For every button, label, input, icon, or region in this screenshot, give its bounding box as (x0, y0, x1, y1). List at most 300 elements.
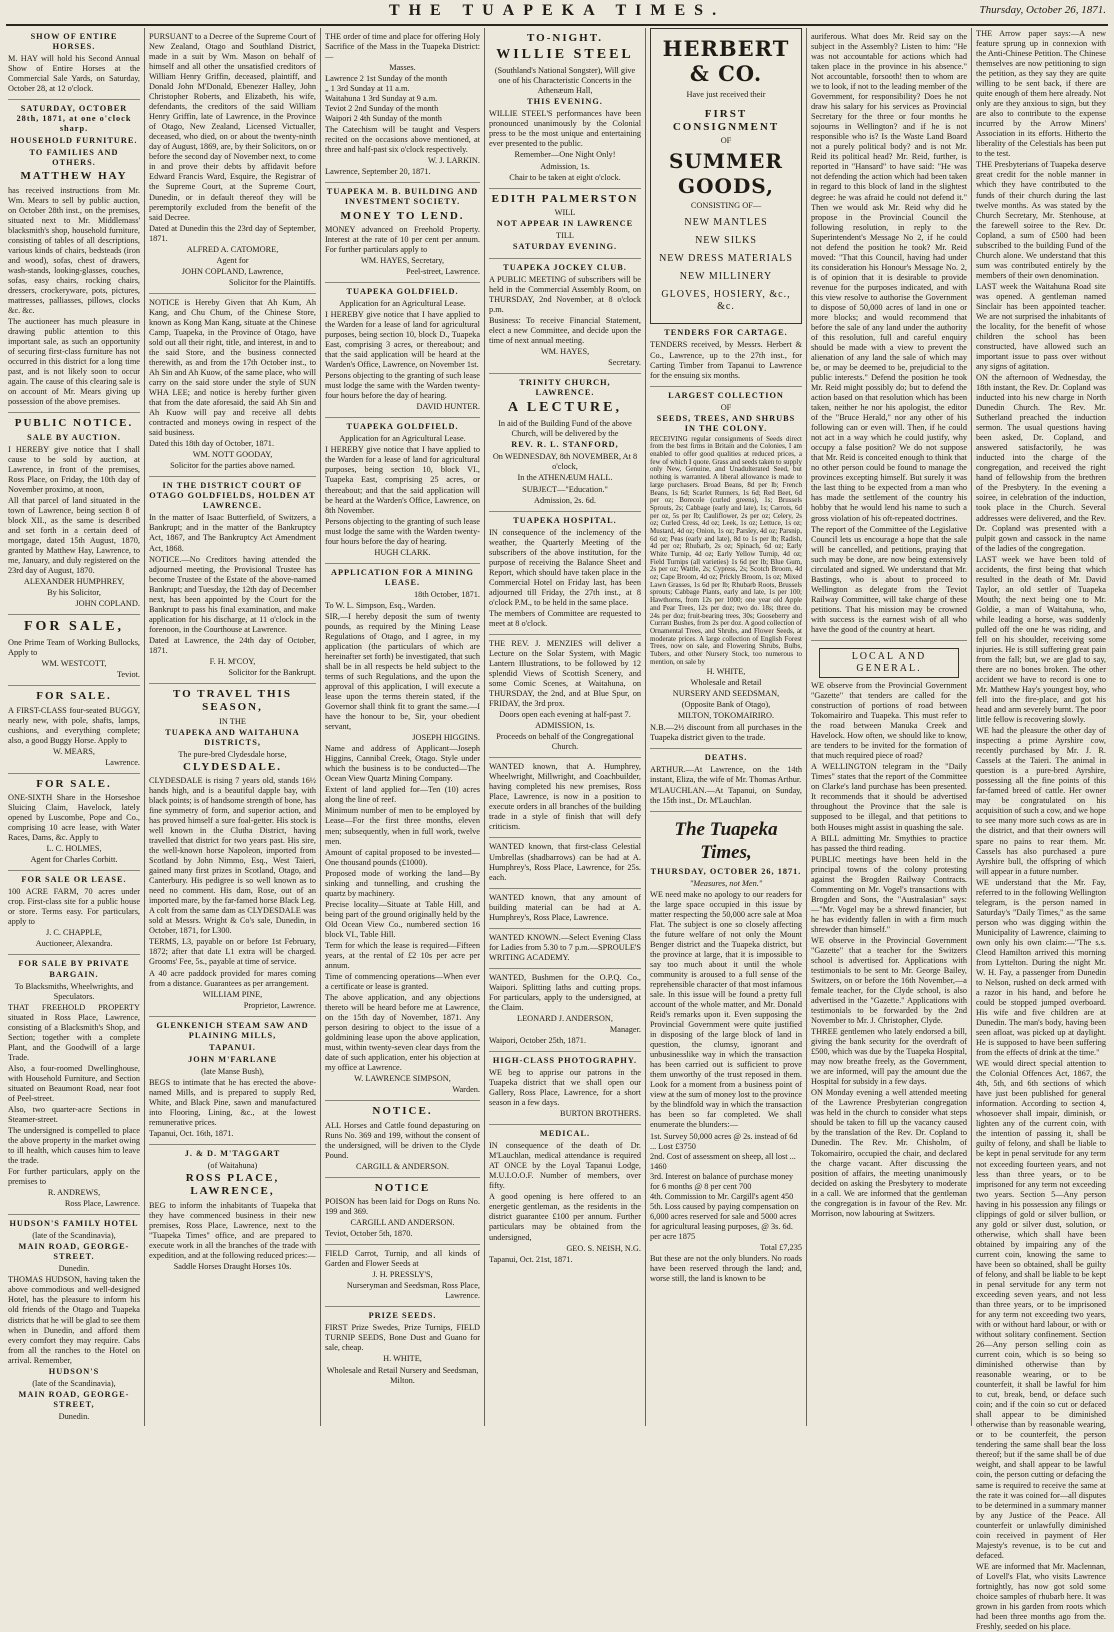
news-item: THE Presbyterians of Tuapeka deserve great credit for the noble manner in which they have contributed to the funds of their church during the last twelve months. As was stated by the Church Secretary, Mr. Stenhouse, at the farewell soiree to the Rev. Dr. Copland, a sum of £500 had been subscribed to the building Fund of the Church alone. We understand that this sum was contributed entirely by the members of their own denomination. (976, 160, 1106, 280)
ad-signature: DAVID HUNTER. (416, 402, 480, 412)
ad-heading: FOR SALE. (36, 690, 112, 703)
ad-subheading: CONSISTING OF— (690, 200, 762, 210)
ad-signature: J. H. PRESSLY'S, (372, 1270, 433, 1280)
ad-body: Admission, 1s. (540, 161, 590, 171)
ad-subheading: FIRST CONSIGNMENT (672, 107, 780, 134)
news-item: A WELLINGTON telegram in the "Daily Times" states that the report of the Committee on Clarke's land purchase has been presented. It recommends that it should be advertised throughout the Province that the sale is supposed to be illegal, and that petitions to both Houses might assist in quashing the sale. (811, 762, 967, 832)
editorial-body: The report of the Committee of the Legislative Council lets us encourage a hope that the sale will be cancelled, and petitions, praying that such may be done, are now being extensively circulated and signed. We understand that Mr. Bastings, who is about to proceed to Wellington as delegate from the Teviot Railway Committee, will take charge of these petitions. That his mission may be crowned with success is the earnest wish of all who have the good of the country at heart. (811, 524, 967, 634)
ad-body: On WEDNESDAY, 8th NOVEMBER, At 8 o'clock, (492, 452, 638, 472)
ad-subheading: HOUSEHOLD FURNITURE. (10, 136, 138, 146)
ad-subheading: Masses. (389, 63, 416, 73)
ad-heading: NOTICE (374, 1181, 431, 1194)
notice-medical (489, 1125, 641, 1269)
notice-tenders-cartage (650, 324, 802, 386)
news-item: ON the afternoon of Wednesday, the 18th instant, the Rev. Dr. Copland was inducted into his new charge in North Dunedin Church. The Rev. Mr. Sutherland preached the induction sermon. The usual questions having been asked, Dr. Copland, and answered satisfactorily, he was inducted into the charge of the congregation, and received the right hand of fellowship from the brethren of the Presbytery. In the evening a soiree, in celebration of the induction, took place in the Church. Several addresses were delivered, and the Rev. Dr. Copland was presented with a pulpit gown and cassock in the name of the ladies of the congregation. (976, 373, 1106, 553)
blunder-row: 4th. Commission to Mr. Cargill's agent 450 (650, 1191, 794, 1201)
ad-subheading: Application for an Agricultural Lease. (339, 298, 466, 308)
ad-heading: PRIZE SEEDS. (368, 1311, 437, 1321)
ad-body: For further particulars, apply on the premises to (8, 1167, 140, 1187)
column-6 (807, 28, 972, 1426)
ad-subheading: The pure-bred Clydesdale horse, (178, 749, 287, 759)
ad-signature: W. MEARS, (53, 746, 95, 756)
blunder-row: 2nd. Cost of assessment on sheep, all lost ... 1460 (650, 1151, 796, 1171)
notice-chinese-store (149, 294, 316, 478)
notice-hospital (489, 512, 641, 635)
goods-item: NEW MANTLES (684, 216, 768, 228)
ad-body: THE REV. J. MENZIES will deliver a Lecture on the Solar System, with Magic Lantern Illustrations, to be followed by 12 splendid Views of Scottish Scenery, and some Comic Scenes, at Waitahuna, on THURSDAY, the 2nd, and at Blue Spur, on FRIDAY, the 3rd prox. (489, 638, 641, 709)
ad-body: Term for which the lease is required—Fifteen years, at the rental of £2 10s per acre per annum. (325, 940, 480, 970)
ad-signature: W. J. LARKIN. (427, 156, 480, 166)
editorial-continued (811, 28, 967, 641)
goods-item: NEW DRESS MATERIALS (659, 253, 793, 265)
ad-body: WANTED KNOWN.—Select Evening Class for Ladies from 5.30 to 7 p.m.—SPROULE'S WRITING ACADEMY. (489, 932, 641, 962)
notice-lease-clark (325, 418, 480, 563)
ad-subheading: IN THE (219, 716, 246, 726)
ad-show-of-entire-horses (8, 28, 140, 100)
ad-signature: Dunedin. (58, 1411, 90, 1421)
ad-signature: WM. WESTCOTT, (41, 659, 107, 669)
mass-row: „ 1 3rd Sunday at 11 a.m. (325, 84, 410, 94)
ad-heading: HUDSON'S FAMILY HOTEL (9, 1219, 139, 1229)
ad-body: A PUBLIC MEETING of subscribers will be held in the Commercial Assembly Room, on THURSDAY, 2nd November, at 8 o'clock p.m. (489, 275, 641, 315)
ad-signature: Secretary. (608, 358, 641, 368)
news-item: LAST week we have been told of accidents, the first being that which resulted in the death of Mr. David Taylor, an old settler of Tuapeka Mouth; the next being one to Mr. Goldie, a man of Waitahuna, who, while leading a horse, was suddenly pulled off the one he was riding, and fell on his shoulder, receiving some injuries. He is still suffering great pain from the fall; but, we are glad to say, there are no bones broken. The other accident we have to record is one to Mr. Matthew Hay's youngest boy, who fell into the fire-place, and got his head and arm severely burnt. The poor little fellow is recovering slowly. (976, 554, 1106, 725)
ad-body: NOTICE.—No Creditors having attended the adjourned meeting, the Provisional Trustee has become Trustee of the Estate of the above-named Bankrupt; and Tuesday, the 12th day of December next, has been appointed by the Court for the Bankrupt to pass his final examination, and make application for his discharge, at 11 o'clock in the forenoon, in the Courthouse at Lawrence. (149, 554, 316, 634)
ad-heading: FOR SALE. (36, 777, 112, 790)
ad-signature: Agent for (216, 255, 249, 265)
ad-signature: JOSEPH HIGGINS. (412, 733, 480, 743)
ad-subheading: TAPANUI. (209, 1042, 256, 1052)
goods-item: NEW MILLINERY (679, 271, 773, 283)
ad-body: Chair to be taken at eight o'clock. (509, 172, 621, 182)
ad-body: In the matter of Isaac Butterfield, of Switzers, a Bankrupt; and in the matter of the Bankruptcy Act, 1867, and The Bankruptcy Act Amendment Act, 1868. (149, 513, 316, 553)
ad-signature: MAIN ROAD, GEORGE-STREET, (18, 1389, 130, 1409)
ad-signature: Solicitor for the Plaintiffs. (229, 277, 316, 287)
ad-signature: Wholesale and Retail Nursery and Seedsman, Milton. (326, 1365, 479, 1385)
ad-subheading: SATURDAY EVENING. (512, 241, 618, 251)
ad-hudsons-hotel (8, 1215, 140, 1427)
ad-signature: Manager. (609, 1024, 641, 1034)
ad-farm-for-sale (8, 871, 140, 955)
ad-body: I HEREBY give notice that I have applied to the Warden for a lease of land for agricultural purposes, being section 10, block VI., Tuapeka East, comprising 25 acres, or thereabout; and that the said application will be heard at the Warden's Office, Lawrence, on 8th November. (325, 445, 480, 515)
ad-signature: Agent for Charles Corbitt. (30, 855, 118, 865)
ad-heading: TENDERS FOR CARTAGE. (664, 328, 788, 338)
ad-body: Waipori, October 25th, 1871. (489, 1035, 587, 1045)
ad-signature: H. WHITE, (383, 1354, 422, 1364)
ad-body: THOMAS HUDSON, having taken the above commodious and well-designed Hotel, has the pleasure to inform his old friends of the Otago and Tuapeka districts that he will be glad to see them when in Dunedin, and afford them every comfort they may require. Cabs from all the ranches to the Hotel on arrival. Remember, (8, 1275, 140, 1365)
ad-body: SIR,—I hereby deposit the sum of twenty pounds, as required by the Mining Lease Regulations of Otago, and I agree, in my application (the particulars of which are hereinafter set forth) be investigated, that such shall be in all respects be held subject to the terms of such Regulations, and the upon the approval of this application, I will execute a lease upon the terms therein stated, if the Governor shall think fit to grant the same.—I have the honour to be, Sir, your obedient servant, (325, 611, 480, 732)
ad-signature: GEO. S. NEISH, N.G. (566, 1243, 641, 1253)
ad-heading: LARGEST COLLECTION (668, 390, 784, 400)
ad-subheading: TILL (556, 230, 574, 240)
ad-signature: By his Solicitor, (47, 588, 101, 598)
editorial (650, 812, 802, 1289)
ad-body: Business: To receive Financial Statement, elect a new Committee, and decide upon the time of next annual meeting. (489, 316, 641, 346)
ad-body: Persons objecting to the granting of such lease must lodge the same with the Warden twenty-four hours before the day of hearing. (325, 371, 480, 401)
ad-menzies-lecture (489, 635, 641, 758)
ad-body: BEG to inform the inhabitants of Tuapeka that they have commenced business in their new premises, Ross Place, Lawrence, next to the "Tuapeka Times" office, and are prepared to execute work in all the branches of the trade with expedition, and at the following reduced prices:— (149, 1200, 316, 1260)
ad-heading: PUBLIC NOTICE. (14, 417, 134, 430)
news-item: PUBLIC meetings have been held in the principal towns of the colony protesting against the Brogden Railway Contracts. Commenting on Mr. Vogel's transactions with Brogden and Sons, the "Australasian" says:—"Mr. Vogel may be a shrewd financier, but he has evidently fallen in with a firm much shrewder than himself." (811, 854, 967, 934)
news-item: WE understand that the Mr. Fay, referred to in the following Wellington telegram, is the person named in Saturday's "Daily Times," as the same person who was digging within the Municipality of Lawrence, claiming to own only his own claim:—"The s.s. Cleod Hamilton arrived this morning from Lyttelton. During the night Mr. W. H. Fay, a passenger from Dunedin to Nelson, rushed on deck armed with a razor in his hand, and before he could be stopped jumped overboard. His wife and five children are at Dunedin. The man's body, having been seen afloat, was picked up at daylight. He is supposed to have been suffering from the effects of drink at the time." (976, 877, 1106, 1058)
ad-signature: WM. HAYES, (540, 347, 590, 357)
column-4 (485, 28, 646, 1426)
ad-heading: FOR SALE OR LEASE. (21, 875, 127, 885)
ad-body: Have just received their (686, 89, 766, 99)
ad-body: One Prime Team of Working Bullocks, Apply to (8, 638, 140, 658)
news-item: WE observe in the Provincial Government "Gazette" that a teacher for the Switzers school is advertised for. Applications with testimonials to be sent to Mr. George Bailey, Switzers, on or before the 16th November,—a female teacher, for the Clyde school, is also advertised in the "Gazette." Applications with testimonials to be forwarded by the 2nd November to Mr. J. Christopher, Clyde. (811, 935, 967, 1026)
ad-body: N.B.—2½ discount from all purchases in the Tuapeka district given to the trade. (650, 722, 802, 742)
ad-bullocks-for-sale (8, 615, 140, 686)
ad-subheading: ROSS PLACE, LAWRENCE, (185, 1172, 280, 1198)
ad-body: Extent of land applied for—Ten (10) acres along the line of reef. (325, 785, 480, 805)
ad-body: PURSUANT to a Decree of the Supreme Court of New Zealand, Otago and Southland District, made in a suit by Wm. Mason on behalf of himself and all other the unsatisfied creditors of William Henry Griffin, deceased, plaintiff, and Donald John M'Donald, Ebenezer Halley, John Christopher Roberts, and Elizabeth, his wife, defendants, the creditors of the said William Henry Griffin, late of Lawrence, in the Province of Otago, New Zealand, Licensed Victualler, deceased, who died, on or about the twenty-ninth day of August, 1869, are, by their Solicitors, on or before the second day of November next, to come in and prove their debts by affidavit before Edward Francis Ward, Esquire, the Registrar of the Supreme Court, at the Supreme Court, Dunedin, or in default thereof they will be peremptorily excluded from the benefit of the said Decree. (149, 32, 316, 222)
ad-garden-seeds (325, 1245, 480, 1307)
ad-subheading: Dunedin. (58, 1264, 90, 1274)
ad-signature: NURSERY AND SEEDSMAN, (672, 689, 780, 699)
ad-body: CLYDESDALE is rising 7 years old, stands 16½ hands high, and is a beautiful dapple bay, with black points; is of handsome strength of bone, has fine symmetry of form, and superior action, and has proved himself a sure foal-getter. His stock is well known in the Clutha District, having travelled that district for two years past. His sire, the well-known horse Napoleon, imported from Scotland by John Nimmo, Esq., West Taieri, gained many first prizes in Scotland, Otago, and Canterbury. His pedigree is so well known as to need no comment. His dam, Rose, out of an imported mare, by the far-famed horse Black Leg. A colt from the same dam as CLYDESDALE was sold at Messrs. Wright & Co's sale, Dunedin, in October, 1871, for L300. (149, 775, 316, 936)
ad-subheading: TO FAMILIES AND OTHERS. (29, 148, 119, 168)
ad-heading: IN THE DISTRICT COURT OF OTAGO GOLDFIELDS, HOLDEN AT LAWRENCE. (149, 481, 316, 511)
ad-body: The members of Committee are requested to meet at 8 o'clock. (489, 608, 641, 628)
ad-heading: DEATHS. (704, 752, 748, 762)
ad-body: I HEREBY give notice that I have applied to the Warden for a lease of land for agricultural purposes, being section 10, block D., Tuapeka East, comprising 3 acres, or thereabout; and that the said application will be heard at the Warden's Office, Lawrence, on November 1st. (325, 310, 480, 370)
column-5 (646, 28, 807, 1426)
ad-signature: Warden. (452, 1085, 480, 1095)
news-item: THE Arrow paper says:—A new feature sprung up in connexion with the Anti-Chinese Petition. The Chinese themselves are now petitioning to sign the petition, as they say they are quite willing to be sent back, if there are quite enough of them here already. Not only are they anxious to sign, but they are also to contribute to the expense incurred by the Arrow Miners' Association in its efforts. Hitherto the liberality of the Celestials has been put to the test. (976, 29, 1106, 159)
ad-body: The undersigned is compelled to place the above property in the market owing to ill health, which causes him to leave the trade. (8, 1125, 140, 1166)
ad-body: POISON has been laid for Dogs on Runs No. 199 and 369. (325, 1197, 480, 1217)
ad-money-to-lend (325, 183, 480, 283)
news-item: WE are informed that Mr. Maclennan, of Lovell's Flat, who visits Lawrence fortnightly, has now got sold some choice samples of rhubarb here. It was grown in his garden from roots which had been three months ago from the. Freshly, seeded on his place. (976, 1561, 1106, 1631)
ad-signature: HUDSON'S (48, 1366, 100, 1376)
section-heading: LOCAL AND GENERAL. (819, 648, 959, 678)
ad-trinity-lecture (489, 374, 641, 511)
editorial-date: THURSDAY, OCTOBER 26, 1871. (650, 866, 802, 876)
ad-herbert-summer-goods (650, 28, 802, 324)
news-item: A BILL admitting Mr. Smythies to practice has passed the third reading. (811, 833, 967, 853)
ad-body: MONEY advanced on Freehold Property. Interest at the rate of 10 per cent per annum. For further particulars apply to (325, 224, 480, 254)
notice-district-court (149, 477, 316, 684)
goods-list (654, 217, 798, 314)
ad-signature: CARGILL AND ANDERSON. (350, 1218, 455, 1228)
ad-subheading: OF (720, 136, 732, 146)
ad-signature: F. H. M'COY, (209, 656, 256, 666)
ad-body: Teviot, October 5th, 1870. (325, 1229, 413, 1239)
mass-row: Teviot 2 2nd Sunday of the month (325, 104, 439, 114)
editorial-body: But these are not the only blunders. No roads have been reserved through the land; and, worse still, the land is known to be (650, 1253, 802, 1283)
ad-body: Minimum number of men to be employed by Lease—For the first three months, eleven men; subsequently, when in full work, twelve men. (325, 806, 480, 846)
ad-subheading: (late Manse Bush), (201, 1066, 264, 1076)
ad-signature: BURTON BROTHERS. (560, 1109, 641, 1119)
ad-signature: Proprietor, Lawrence. (243, 1000, 316, 1010)
ad-body: Lawrence, September 20, 1871. (325, 167, 431, 177)
ad-saw-mills (149, 1017, 316, 1145)
ad-signature: Solicitor for the Bankrupt. (228, 667, 316, 677)
editorial-body: WE need make no apology to our readers for the large space occupied in this issue by matter respecting the 50,000 acre sale at Moa Flat. The subject is one so closely affecting the future welfare of not only the Mount Benger district and the Tuapeka district, but the province at large, that it is impossible to say too much about it until the whole community is aroused to a full sense of the reprehensible character of that most infamous sale. In this issue will be found a pretty full account of the whole matter, and Mr. Donald Reid's remarks upon it. Even supposing the Provincial Government were quite justified in disposing of the large block of land in question, the clumsy, ignorant and unbusinesslike way in which the transaction has been carried out is sufficient to prove them unworthy of the trust reposed in them. Look for a moment from a business point of view at the sum of money lost to the province by the blindfold way in which the transaction has been so far completed. We shall enumerate the blunders:— (650, 889, 802, 1130)
ad-body: Tapanui, Oct. 21st, 1871. (489, 1254, 573, 1264)
ad-body: A 40 acre paddock provided for mares coming from a distance. Guarantees as per arrangement. (149, 968, 316, 988)
ad-body: WILLIE STEEL'S performances have been pronounced unanimously by the Colonial press to be the most unique and entertaining ever presented to the public. (489, 109, 641, 149)
ad-signature: R. ANDREWS, (47, 1188, 101, 1198)
ad-subheading: JOHN M'FARLANE (188, 1054, 277, 1064)
blunder-row: 5th. Loss caused by paying compensation on 6,000 acres reserved for sale and 5000 acres for agricultural leasing purposes, @ 3s. 6d. per acre 1875 (650, 1201, 799, 1241)
ad-heading: GLENKENICH STEAM SAW AND PLAINING MILLS, (156, 1020, 309, 1040)
ad-body: WE beg to apprise our patrons in the Tuapeka district that we shall open our Gallery, Ross Place, Lawrence, for a short season in a few days. (489, 1068, 641, 1108)
ad-heading: HIGH-CLASS PHOTOGRAPHY. (492, 1056, 638, 1065)
ad-signature: WILLIAM PINE, (202, 989, 263, 999)
mass-row: Waipori 2 4th Sunday of the month (325, 114, 442, 124)
ad-body: Proceeds on behalf of the Congregational Church. (496, 732, 634, 752)
performer-name: WILLIE STEEL (496, 47, 634, 63)
ad-subheading: A LECTURE, (507, 400, 623, 416)
ad-wanted-evening-class (489, 929, 641, 969)
ad-body: Name and address of Applicant—Joseph Higgins, Cannibal Creek, Otago. Style under which the business is to be conducted—The Ocean View Quartz Mining Company. (325, 744, 480, 784)
ad-body: (Southland's National Songster), Will give one of his Characteristic Concerts in the Athenæum Hall, (494, 66, 636, 96)
ad-body: BEGS to intimate that he has erected the above-named Mills, and is prepared to supply Red, White, and Black Pine, sawn and manufactured into Flooring, Lining, &c., at the lowest remunerative prices. (149, 1077, 316, 1127)
ad-signature: Lawrence. (105, 757, 140, 767)
ad-body: Admission, 2s. 6d. (533, 495, 596, 505)
ad-body: SUBJECT—"Education." (522, 484, 608, 494)
notice-cattle (325, 1101, 480, 1177)
ad-body: IN consequence of the inclemency of the weather, the Quarterly Meeting of the subscribers of the above institution, for the purpose of receiving the Balance Sheet and Report, which should have taken place in the Commercial Hotel on Friday last, has been adjourned till Friday, the 27th inst., at 8 o'clock P.M., to be held in the same place. (489, 527, 641, 607)
notice-mining-lease (325, 564, 480, 1102)
ad-body: FIRST Prize Swedes, Prize Turnips, FIELD TURNIP SEEDS, Bone Dust and Guano for sale, cheap. (325, 1323, 480, 1353)
ad-signature: WM. HAYES, Secretary, (360, 255, 445, 265)
local-and-general (811, 641, 967, 1224)
notice-mass-times (325, 28, 480, 183)
ad-signature: Auctioneer, Alexandra. (35, 939, 113, 949)
ad-body: Persons objecting to the granting of such lease must lodge the same with the Warden twenty-four hours before the day of hearing. (325, 516, 480, 546)
ad-body: ONE-SIXTH Share in the Horseshoe Sluicing Claim, Havelock, lately opened by Luscombe, Pope and Co., comprising 10 acre lease, with Water Races, Dams, &c. Apply to (8, 793, 140, 843)
ad-body: M. HAY will hold his Second Annual Show of Entire Horses at the Commercial Sale Yards, on Saturday, October 28, at 12 o'clock. (8, 54, 140, 94)
ad-subheading: SEEDS, TREES, AND SHRUBS IN THE COLONY. (656, 413, 796, 433)
ad-wanted-umbrellas (489, 838, 641, 888)
ad-body: 100 ACRE FARM, 70 acres under crop. First-class site for a public house or store. Terms easy. For particulars, apply to (8, 887, 140, 927)
ad-heading: FOR SALE BY PRIVATE BARGAIN. (18, 959, 130, 979)
ad-household-furniture (8, 100, 140, 413)
ad-heading: FOR SALE, (23, 619, 125, 635)
ad-heading: SATURDAY, OCTOBER 28th, 1871, at one o'clock sharp. (16, 104, 132, 134)
news-item: WE would direct special attention to the Colonial Offences Act, 1867, the 4th, 5th, and 6th sections of which have just been published for general information. According to section 4, whosoever shall impair, diminish, or lighten any of the current coin, with the intention of passing it, shall be guilty of felony, and shall be liable to be kept in penal servitude for any term not exceeding fourteen years, and not less than three years, or to be imprisoned for any term not exceeding two years. Section 5—Any person having in his possession any filings or clippings of gold or silver bullion, or any gold or silver dust, solution, or otherwise, which shall have been obtained by impairing any of the current coin, knowing the same to have been so obtained, shall be guilty of felony, and shall be liable to be kept in penal servitude for any term not exceeding seven years, and not less than three years, or to be imprisoned for any term not exceeding two years, with or without hard labour, or with or without solitary confinement. Section 26—Any person selling coin as current coin, which is so being so diminished otherwise than by reasonable wearing, or to be counterfeit, it shall be lawful for him to cut, break, bend, or deface such coin; and if the coin so cut or defaced shall appear to be diminished otherwise than by reasonable wearing, or to be counterfeit, the person tendering the same shall bear the loss thereof; but if the same shall be of due weight, and shall appear to be lawful coin, the person cutting or defacing the same is required to receive the same at the rate it was coined for—all disputes to be determined in a summary manner by any Justice of the Peace. All counterfeit or unlawfully diminished coin received in payment of Her Majesty's revenue, is to be cut and defaced. (976, 1059, 1106, 1560)
ad-body: Doors open each evening at half-past 7. (499, 710, 631, 720)
ad-heading: TO TRAVEL THIS SEASON, (173, 687, 292, 714)
ad-body: Proposed mode of working the land—By sinking and tunnelling, and crushing the quartz by machinery. (325, 868, 480, 898)
ad-signature: H. WHITE, (706, 667, 746, 677)
ad-public-notice (8, 413, 140, 615)
ad-body: WANTED, Bushmen for the O.P.Q. Co., Waipori. Splitting laths and cutting props. For particulars, apply to the undersigned, at the Claim. (489, 972, 641, 1012)
ad-heading: J. & D. M'TAGGART (184, 1148, 281, 1158)
ad-body: TENDERS received, by Messrs. Herbert & Co., Lawrence, up to the 27th inst., for Carting Timber from Tapanui to Lawrence for the ensuing six months. (650, 340, 802, 380)
editorial-body: auriferous. What does Mr. Reid say on the subject in the Assembly? Listen to him: "He was not accountable for actions which had taken place in the province in his absence." Not accountable, forsooth! then to whom are we to look, if not to the leading member of the Government, for responsibility? Does he not draw his salary for his services as Provincial Secretary for the three or four months he sojourns in Wellington? and if he is not responsible who is? Is the Waste Land Board not a purely political body? and is not Mr. Reid its political head? Mr. Reid, further, is reported in "Hansard" to have said: "He was not defending the action which had been taken in regard to this block of land in the slightest degree: he was afraid he could not defend it." Then we would ask Mr. Reid why did he propose in the Provincial Council the following resolution, in reply to the Superintendent's Message No 2, if he could not defend the position he took? Mr. Reid moved: "That this Council, having had under its consideration his Honour's Message No. 2, is of opinion that it is desirable to provide revenue for the purposes indicated, and with this view resolve to authorise the Government to dispose of 50,000 acres of land in one or more blocks; and would recommend that before the sale of any land under the authority of this resolution, full and careful enquiry should be made with a view to prevent the alienation of any land the sale of which may be, or may be deemed to be, prejudicial to the public interests." Defend the position he took Mr. Reid might possibly do; but to defend the action based on that resolution which has been taken, neither he nor his apologist, the editor of the "Bruce Herald," nor any other of his following can or even will. Then, if he could not act in a way which he could justify, why occupy a false position? We do not suppose that Mr. Reid is conceited enough to think that no other person could be found to manage the provinces excepting himself. But surely it was the last thing to be expected from a man who has made the settlement of the country his hobby that he would lend his name to such a gross violation of his oft-repeated doctrines. (811, 32, 967, 523)
blunder-total: Total £7,235 (760, 1242, 802, 1252)
column-7 (972, 28, 1110, 1631)
death-notice: ARTHUR.—At Lawrence, on the 14th instant, Eliza, the wife of Mr. Thomas Arthur. (650, 764, 802, 784)
news-item: ON Monday evening a well attended meeting of the Lawrence Presbyterian congregation was held in the church to consider what steps should be taken to fill up the vacancy caused by the translation of the Rev. Dr. Copland to Dunedin. The Rev. Mr. Chisholm, of Tokomairiro, occupied the chair, and declared the charge vacant. After discussing the position of affairs, the meeting unanimously decided on asking the Presbytery to moderate in a call. We are informed that the gentleman the congregation is in favour of the Rev. Mr. Morrison, now labouring at Switzers. (811, 1088, 967, 1218)
ad-heading: TRINITY CHURCH, LAWRENCE. (519, 378, 611, 398)
ad-signature: Teviot. (116, 670, 140, 680)
ad-signature: JOHN COPLAND, Lawrence, (181, 266, 284, 276)
column-1 (4, 28, 145, 1426)
ad-body: NOTICE is Hereby Given that Ah Kum, Ah Kang, and Chu Chum, of the Chinese Store, known as Kong Man Kang, situate at the Chinese Camp, Tuapeka, in the Province of Otago, have sold out all their right, title, and interest, in and to the said Store, and the business connected therewith, as and from the 17th October inst., to Ah Sin and Ah Kuow, of the same place, who will carry on the said store under the style of SUN WHA LEE; and notice is hereby further given that from the date aforesaid, the said Ah Sin and Ah Kuow will pay and receive all debts contracted and moneys owing in respect of the said business. (149, 297, 316, 438)
mass-row: Lawrence 2 1st Sunday of the month (325, 74, 448, 84)
ad-body: A FIRST-CLASS four-seated BUGGY, nearly new, with pole, shafts, lamps, cushions, and everything complete; also, a good Buggy Horse. Apply to (8, 705, 140, 745)
ad-signature: Ross Place, Lawrence. (64, 1199, 140, 1209)
ad-body: In the ATHENÆUM HALL. (517, 473, 613, 483)
ad-subheading: WILL (554, 207, 576, 217)
ad-body: WANTED known, that first-class Celestial Umbrellas (shadbarrows) can be had at A. Humphrey's, Ross Place, Lawrence, for 25s. each. (489, 842, 641, 882)
editorial-motto: "Measures, not Men." (689, 878, 763, 888)
notice-lease-hunter (325, 283, 480, 418)
horse-name: CLYDESDALE. (183, 760, 282, 773)
ad-clydesdale-horse (149, 684, 316, 1017)
ad-body: ADMISSION, 1s. (535, 721, 595, 731)
price-list: Saddle Horses Draught Horses 10s. (173, 1261, 292, 1271)
ad-subheading: MAIN ROAD, GEORGE-STREET. (18, 1242, 130, 1262)
ad-seeds-trees-shrubs (650, 387, 802, 749)
news-item: WE observe from the Provincial Government "Gazette" that tenders are called for the construction of portions of road between Tokomairiro and Tuapeka. This must refer to the road between Manuka Creek and Havelock. How often, we should like to know, are tenders to be invited for the formation of that much required piece of road? (811, 681, 967, 761)
ad-heading: APPLICATION FOR A MINING LEASE. (330, 567, 474, 587)
ad-body: WANTED known, that A. Humphrey, Wheelwright, Millwright, and Coachbuilder, having completed his new premises, Ross Place, Lawrence, is now in a position to execute orders in all branches of the building trade in a style of finish that will defy criticism. (489, 762, 641, 832)
ad-signature: Wholesale and Retail (690, 678, 762, 688)
ad-subheading: (of Waitahuna) (207, 1161, 258, 1171)
ad-body: ALL Horses and Cattle found depasturing on Runs No. 369 and 199, without the consent of the undersigned, will be driven to the Clyde Pound. (325, 1120, 480, 1160)
performer-name: EDITH PALMERSTON (491, 192, 639, 205)
ad-body: has received instructions from Mr. Wm. Mears to sell by public auction, on October 28th inst., on the premises, situated next to Mr. Middlemass' blacksmith's shop, household furniture, consisting of tables of all descriptions, various kinds of chairs, bedsteads (iron and wood), sofas, chest of drawers, wash-stands, looking-glasses, couches, sofas, easy chairs, rocking chairs, dressers, crockeryware, pots, pictures, mattresses, palliasses, pillows, clocks &c. &c. (8, 185, 140, 316)
ad-body: In aid of the Building Fund of the above Church, will be delivered by the (498, 419, 632, 439)
auctioneer-name: MATTHEW HAY (20, 170, 128, 183)
goods-item: GLOVES, HOSIERY, &c., &c. (661, 289, 791, 313)
ad-heading: NOTICE. (372, 1105, 433, 1118)
ad-signature: MILTON, TOKOMAIRIRO. (677, 711, 775, 721)
ad-body: To W. L. Simpson, Esq., Warden. (325, 600, 436, 610)
ad-body: Also, a four-roomed Dwellinghouse, with Household Furniture, and Section situated on Beaumont Road, near foot of Peel-street. (8, 1063, 140, 1103)
ad-body: TERMS, L3, payable on or before 1st February, 1872; after that date L1 extra will be charged. Grooms' Fee, 5s., payable at time of service. (149, 937, 316, 967)
ad-prize-seeds (325, 1307, 480, 1390)
editorial-masthead: The Tuapeka Times, (674, 818, 778, 863)
lecturer-name: REV. R. L. STANFORD, (511, 440, 619, 450)
mass-row: Waitahuna 1 3rd Sunday at 9 a.m. (325, 94, 438, 104)
ad-heading: TUAPEKA HOSPITAL. (513, 515, 617, 525)
ad-subheading: NOT APPEAR IN LAWRENCE (496, 218, 634, 228)
newspaper-title: THE TUAPEKA TIMES. (388, 2, 726, 19)
ad-subheading: THIS EVENING. (527, 97, 603, 107)
ad-heading: TUAPEKA JOCKEY CLUB. (503, 263, 627, 272)
ad-photography (489, 1052, 641, 1125)
blunder-row: 1st. Survey 50,000 acres @ 2s. instead of 6d ... Lost £3750 (650, 1131, 798, 1151)
ad-subheading: MONEY TO LEND. (340, 209, 465, 222)
ad-signature: CARGILL & ANDERSON. (355, 1161, 450, 1171)
ad-body: The auctioneer has much pleasure in drawing public attention to this important sale, as such an opportunity of securing first-class furniture has not occurred in this district for a long time past, and is not likely soon to occur again. The cause of this clearing sale is on account of Mr. Mears giving up possession of the above premises. (8, 317, 140, 407)
ad-private-bargain (8, 955, 140, 1215)
ad-signature: HUGH CLARK. (374, 547, 431, 557)
ad-signature: LEONARD J. ANDERSON, (517, 1013, 613, 1023)
ad-heading: TUAPEKA GOLDFIELD. (346, 286, 459, 296)
ad-body: Remember—One Night Only! (514, 150, 616, 160)
masthead (6, 2, 1108, 26)
ad-heading: HERBERT & CO. (662, 36, 790, 87)
ad-body: Time of commencing operations—When ever a certificate or lease is granted. (325, 971, 480, 991)
ad-sluicing-share (8, 774, 140, 872)
ad-subheading: OF (720, 402, 732, 412)
ad-signature: (Opposite Bank of Otago), (681, 700, 771, 710)
ad-subheading: Application for an Agricultural Lease. (339, 434, 466, 444)
column-2 (145, 28, 321, 1426)
ad-wanted-bushmen (489, 969, 641, 1052)
ad-body: FIELD Carrot, Turnip, and all kinds of Garden and Flower Seeds at (325, 1249, 480, 1269)
ad-subheading: SUMMER GOODS, (668, 149, 784, 198)
ad-wanted-wheelwright (489, 758, 641, 838)
blunder-row: 3rd. Interest on balance of purchase money for 6 months @ 8 per cent 700 (650, 1171, 794, 1191)
ad-signature: Peel-street, Lawrence. (406, 266, 480, 276)
notice-deaths (650, 749, 802, 812)
ad-signature: JOHN COPLAND. (75, 599, 140, 609)
ad-signature: ALEXANDER HUMPHREY, (23, 577, 125, 587)
ad-signature: L. C. HOLMES, (46, 844, 102, 854)
news-item: WE had the pleasure the other day of inspecting a prime Ayrshire cow, recently purchased by Mr. J. R. Cassels at the Taieri. The animal in question is a pure-bred Ayrshire, possessing all the fine points of this far-famed breed of cattle. Her owner may be congratulated on his acquisition of such a cow, and we hope to see many more such cows as are in the district, and that their owners will spare no pains to rear them. Mr. Cassels has also purchased a pure Ayrshire bull, the offspring of which will appear in a future number. (976, 726, 1106, 876)
ad-signature: Nurseryman and Seedsman, Ross Place, Lawrence. (346, 1281, 480, 1301)
news-item: LAST week the Waitahuna Road site was opened. A gentleman named Sinclair has been appointed teacher. We are not surprised the inhabitants of the locality, for the benefit of whose children the school has been constructed, have allowed such an important issue to pass over without any signs of agitation. (976, 281, 1106, 372)
issue-date: Thursday, October 26, 1871. (979, 4, 1106, 16)
ad-buggy-for-sale (8, 686, 140, 773)
ad-body: THE order of time and place for offering Holy Sacrifice of the Mass in the Tuapeka District:— (325, 32, 480, 62)
notice-supreme-court-decree (149, 28, 316, 294)
ad-body: Dated at Dunedin this the 23rd day of September, 1871. (149, 223, 316, 243)
ad-body: THAT FREEHOLD PROPERTY situated in Ross Place, Lawrence, consisting of a Blacksmith's Shop, and Section; together with a complete Plant, and the Goodwill of a large Trade. (8, 1002, 140, 1062)
notice-jockey-club (489, 259, 641, 374)
ad-mtaggart-farriers (149, 1145, 316, 1277)
ad-body: Precise locality—Situate at Table Hill, and being part of the ground originally held by the Old Ocean View Co., numbered section 16 block VI., Table Hill. (325, 899, 480, 939)
ad-willie-steel-concert (489, 28, 641, 189)
ad-heading: TUAPEKA GOLDFIELD. (346, 422, 459, 432)
ad-body: The Catechism will be taught and Vespers recited on the occasions above mentioned, at three and half-past six o'clock respectively. (325, 125, 480, 155)
ad-body: All that parcel of land situated in the town of Lawrence, being section 8 of block XII., as the same is described and set forth in a certain deed of mortgage, dated 15th August, 1870, granted by Matthew Hay, Lawrence, to me, January, and duly registered on the 23rd day of August, 1870. (8, 495, 140, 576)
ad-signature: ALFRED A. CATOMORE, (186, 244, 279, 254)
ad-heading: SHOW OF ENTIRE HORSES. (30, 32, 118, 52)
ad-body: A good opening is here offered to an energetic gentleman, as the residents in the district guarantee £100 per annum. Further particulars may be obtained from the undersigned, (489, 1192, 641, 1242)
news-item: THREE gentlemen who lately endorsed a bill, giving the bank security for the overdraft of £500, which was due by the Tuapeka Hospital, may now breathe freely, as the Government, we are informed, will pay the amount due the Hospital for subsidy in a few days. (811, 1027, 967, 1087)
ad-body: The above application, and any objections thereto will be heard before me at Lawrence, on the 15th day of November, 1871. Any person desiring to object to the issue of a goldmining lease upon the above application, must, within twenty-seven clear days from the date of such application, enter his objection at my office at Lawrence. (325, 993, 480, 1073)
ad-heading: TUAPEKA M. B. BUILDING AND INVESTMENT SOCIETY. (326, 187, 479, 207)
notice-poison (325, 1178, 480, 1245)
ad-subheading: SALE BY AUCTION. (27, 432, 121, 442)
ad-body: I HEREBY give notice that I shall cause to be sold by auction, at Lawrence, in front of the premises, Ross Place, on Friday, the 10th day of November proximo, at noon, (8, 444, 140, 494)
ad-signature: (late of the Scandinavia), (32, 1378, 116, 1388)
ad-subheading: To Blacksmiths, Wheelwrights, and Speculators. (14, 981, 134, 1001)
ad-date: 18th October, 1871. (413, 589, 480, 599)
ad-body: WANTED known, that any amount of building material can be had at A. Humphrey's, Ross Place, Lawrence. (489, 892, 641, 922)
ad-body: Dated at Lawrence, the 24th day of October, 1871. (149, 635, 316, 655)
ad-subheading: (late of the Scandinavia), (32, 1231, 116, 1241)
ad-body: Amount of capital proposed to be invested—One thousand pounds (£1000). (325, 847, 480, 867)
ad-edith-palmerston (489, 189, 641, 259)
ad-wanted-building-material (489, 889, 641, 929)
ad-body: Dated this 18th day of October, 1871. (149, 439, 275, 449)
column-3 (321, 28, 485, 1426)
goods-item: NEW SILKS (695, 234, 757, 246)
ad-body: Also, two quarter-acre Sections in Steamer-street. (8, 1104, 140, 1124)
ad-subheading: TUAPEKA AND WAITAHUNA DISTRICTS, (165, 727, 300, 747)
ad-signature: WM. NOTT GOODAY, (192, 450, 273, 460)
ad-body: Tapanui, Oct. 16th, 1871. (149, 1128, 234, 1138)
death-notice: M'LAUCHLAN.—At Tapanui, on Sunday, the 15th inst., Dr. M'Lauchlan. (650, 785, 802, 805)
ad-signature: Solicitor for the parties above named. (170, 461, 295, 471)
ad-signature: W. LAWRENCE SIMPSON, (354, 1074, 451, 1084)
ad-heading: TO-NIGHT. (527, 32, 603, 44)
ad-heading: MEDICAL. (539, 1129, 591, 1139)
ad-body: IN consequence of the death of Dr. M'Lauchlan, medical attendance is required AT ONCE by the Loyal Tapanui Lodge, M.U.I.O.O.F. Number of members, over fifty. (489, 1141, 641, 1191)
ad-signature: J. C. CHAPPLE, (45, 928, 103, 938)
